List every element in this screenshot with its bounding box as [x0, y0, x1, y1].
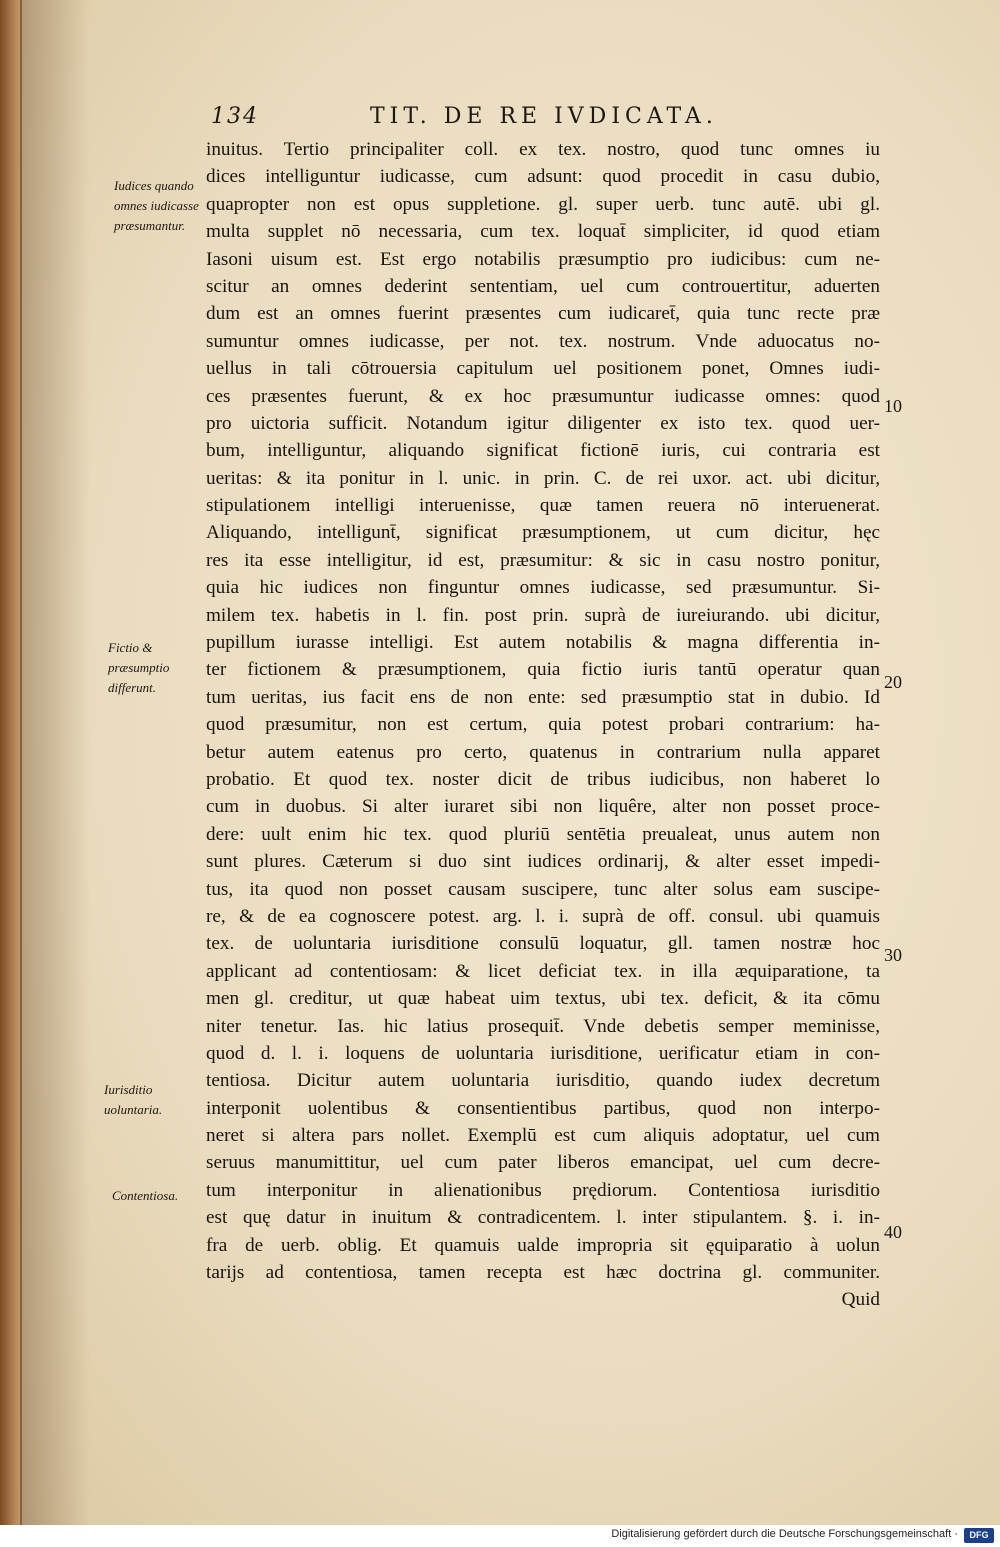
text-line: dices intelliguntur iudicasse, cum adsunt: quod procedit in casu dubio,	[206, 166, 880, 188]
running-title: TIT. DE RE IVDICATA.	[370, 104, 718, 129]
text-line: fra de uerb. oblig. Et quamuis ualde impropria sit ęquiparatio à uolun	[206, 1234, 880, 1256]
text-line: men gl. creditur, ut quæ habeat uim textus, ubi tex. deficit, & ita cōmu	[206, 988, 880, 1010]
text-line: inuitus. Tertio principaliter coll. ex tex. nostro, quod tunc omnes iu	[206, 139, 880, 160]
catchword: Quid	[841, 1289, 880, 1311]
text-line: est quę datur in inuitum & contradicentem. l. inter stipulantem. §. i. in-	[206, 1207, 880, 1229]
text-line: quia hic iudices non finguntur omnes iudicasse, sed præsumuntur. Si-	[206, 577, 880, 599]
text-line: dum est an omnes fuerint præsentes cum iudicaret̄, quia tunc recte præ	[206, 303, 880, 325]
text-line: sunt plures. Cæterum si duo sint iudices ordinarij, & alter esset impedi-	[206, 851, 880, 873]
line-number: 10	[884, 396, 902, 416]
text-line: Iasoni uisum est. Est ergo notabilis præsumptio pro iudicibus: cum ne-	[206, 248, 880, 270]
text-line: tentiosa. Dicitur autem uoluntaria iurisditio, quando iudex decretum	[206, 1070, 880, 1092]
text-line: cum in duobus. Si alter iuraret sibi non liquêre, alter non posset proce-	[206, 796, 880, 818]
text-line: bum, intelliguntur, aliquando significat fictionē iuris, cui contraria est	[206, 440, 880, 462]
text-line: ter fictionem & præsumptionem, quia fictio iuris tantū operatur quan	[206, 659, 880, 681]
funding-credit: Digitalisierung gefördert durch die Deutsche Forschungsgemeinschaft ·	[611, 1528, 958, 1540]
text-line: sumuntur omnes iudicasse, per not. tex. nostrum. Vnde aduocatus no-	[206, 330, 880, 352]
text-line: quod d. l. i. loquens de uoluntaria iurisditione, uerificatur etiam in con-	[206, 1042, 880, 1064]
gutter-shadow	[20, 0, 90, 1525]
text-line: quod præsumitur, non est certum, quia potest probari contrarium: ha-	[206, 714, 880, 736]
dfg-logo: DFG	[964, 1528, 994, 1543]
marginal-note: Iudices quando omnes iudicasse præsumantur.	[114, 178, 199, 233]
text-line: interponit uolentibus & consentientibus partibus, quod non interpo-	[206, 1097, 880, 1119]
text-line: applicant ad contentiosam: & licet deficiat tex. in illa æquiparatione, ta	[206, 960, 880, 982]
marginal-note: Fictio & præsumptio differunt.	[108, 640, 170, 695]
text-line: betur autem eatenus pro certo, quatenus in contrarium nulla apparet	[206, 741, 880, 763]
text-line: multa supplet nō necessaria, cum tex. loquat̄ simpliciter, id quod etiam	[206, 221, 880, 243]
text-line: tum ueritas, ius facit ens de non ente: sed præsumptio stat in dubio. Id	[206, 686, 880, 708]
text-line: scitur an omnes dederint sententiam, uel cum controuertitur, aduerten	[206, 275, 880, 297]
text-line: seruus manumittitur, uel cum pater liberos emancipat, uel cum decre-	[206, 1152, 880, 1174]
text-line: tarijs ad contentiosa, tamen recepta est hæc doctrina gl. communiter.	[206, 1262, 880, 1284]
text-line: quapropter non est opus suppletione. gl. super uerb. tunc autē. ubi gl.	[206, 193, 880, 215]
text-line: probatio. Et quod tex. noster dicit de tribus iudicibus, non haberet lo	[206, 768, 880, 790]
text-line: stipulationem intelligi interuenisse, quæ tamen reuera nō interuenerat.	[206, 495, 880, 517]
footer-bar	[0, 1525, 1000, 1547]
text-line: ces præsentes fuerunt, & ex hoc præsumuntur iudicasse omnes: quod	[206, 385, 880, 407]
text-line: tum interponitur in alienationibus prędiorum. Contentiosa iurisditio	[206, 1179, 880, 1201]
text-line: tex. de uoluntaria iurisditione consulū loquatur, gll. tamen nostræ hoc	[206, 933, 880, 955]
text-line: pro uictoria sufficit. Notandum igitur diligenter ex isto tex. quod uer-	[206, 412, 880, 434]
text-line: Aliquando, intelligunt̄, significat præsumptionem, ut cum dicitur, hęc	[206, 522, 880, 544]
marginal-note: Contentiosa.	[112, 1188, 179, 1203]
folio-number: 134	[211, 104, 259, 129]
text-line: neret si altera pars nollet. Exemplū est cum aliquis adoptatur, uel cum	[206, 1125, 880, 1147]
text-line: res ita esse intelligitur, id est, præsumitur: & sic in casu nostro ponitur,	[206, 549, 880, 571]
line-number: 40	[884, 1222, 902, 1242]
body-text	[206, 136, 880, 1314]
line-number: 30	[884, 945, 902, 965]
text-line: tus, ita quod non posset causam suscipere, tunc alter solus eam suscipe-	[206, 878, 880, 900]
text-line: ueritas: & ita ponitur in l. unic. in prin. C. de rei uxor. act. ubi dicitur,	[206, 467, 880, 489]
text-line: pupillum iurasse intelligi. Est autem notabilis & magna differentia in-	[206, 632, 880, 654]
text-line: milem tex. habetis in l. fin. post prin. suprà de iureiurando. ubi dicitur,	[206, 604, 880, 626]
text-line: dere: uult enim hic tex. quod pluriū sentētia preualeat, unus autem non	[206, 823, 880, 845]
line-number: 20	[884, 672, 902, 692]
marginal-note: Iurisditio uoluntaria.	[104, 1082, 163, 1117]
text-line: uellus in tali cōtrouersia capitulum uel positionem ponet, Omnes iudi-	[206, 358, 880, 380]
text-line: re, & de ea cognoscere potest. arg. l. i. suprà de off. consul. ubi quamuis	[206, 905, 880, 927]
text-line: niter tenetur. Ias. hic latius prosequit̄. Vnde debetis semper meminisse,	[206, 1015, 880, 1037]
